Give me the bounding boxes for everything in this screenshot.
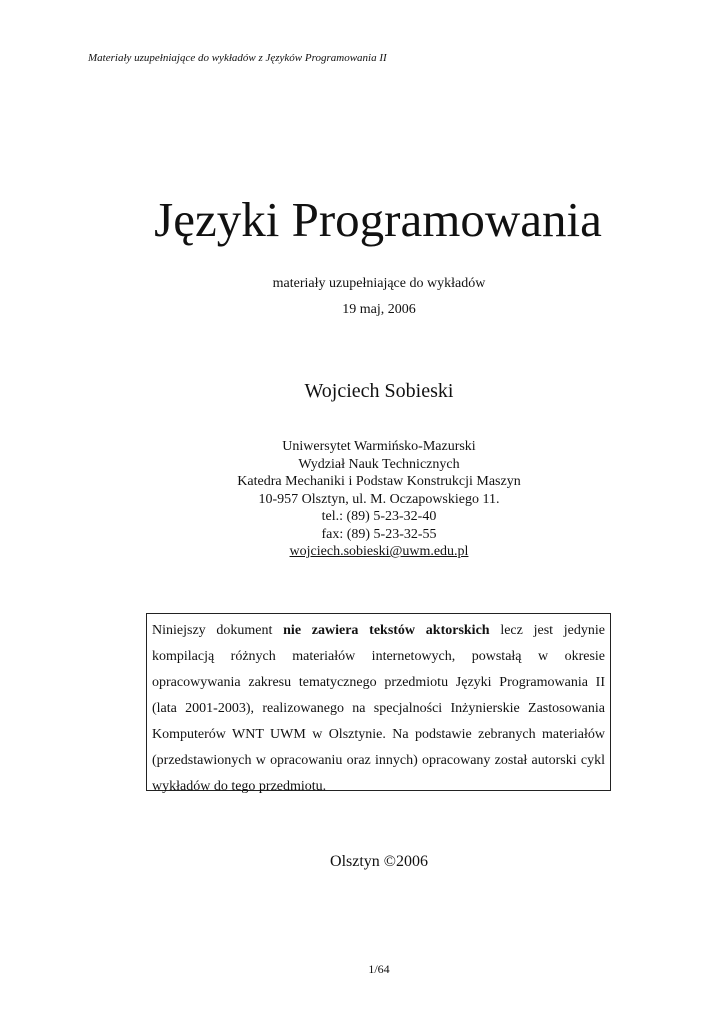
phone-number: tel.: (89) 5-23-32-40 xyxy=(321,509,437,524)
document-date: 19 maj, 2006 xyxy=(342,302,416,317)
running-header: Materiały uzupełniające do wykładów z Języków Programowania II xyxy=(88,52,387,64)
fax-number: fax: (89) 5-23-32-55 xyxy=(321,526,437,542)
affiliation-block xyxy=(0,438,724,561)
disclaimer-box xyxy=(146,613,611,794)
faculty-name: Wydział Nauk Technicznych xyxy=(298,456,460,472)
email-link[interactable]: wojciech.sobieski@uwm.edu.pl xyxy=(289,544,469,559)
disclaimer-bold-text: nie zawiera tekstów aktorskich xyxy=(283,623,490,638)
university-name: Uniwersytet Warmińsko-Mazurski xyxy=(282,439,476,454)
document-title: Języki Programowania xyxy=(154,192,602,247)
postal-address: 10-957 Olsztyn, ul. M. Oczapowskiego 11. xyxy=(258,491,500,507)
department-name: Katedra Mechaniki i Podstaw Konstrukcji Maszyn xyxy=(237,474,521,489)
disclaimer-text-rest: lecz jest jedynie kompilacją różnych materiałów internetowych, powstałą w okresie opracowywania zakresu tematycznego przedmiotu Języki Programowania II (lata 2001-2003), realizowanego na specjalności Inżynierskie Zastosowania Komputerów WNT UWM w Olsztynie. Na podstawie zebranych materiałów (przedstawionych w opracowaniu oraz innych) opracowany został autorski cykl wykładów do tego przedmiotu. xyxy=(152,623,605,794)
document-subtitle: materiały uzupełniające do wykładów xyxy=(272,276,486,291)
place-and-year: Olsztyn ©2006 xyxy=(330,853,428,870)
page-number: 1/64 xyxy=(368,962,390,976)
disclaimer-text-start: Niniejszy dokument xyxy=(152,623,284,638)
author-name: Wojciech Sobieski xyxy=(304,380,454,402)
